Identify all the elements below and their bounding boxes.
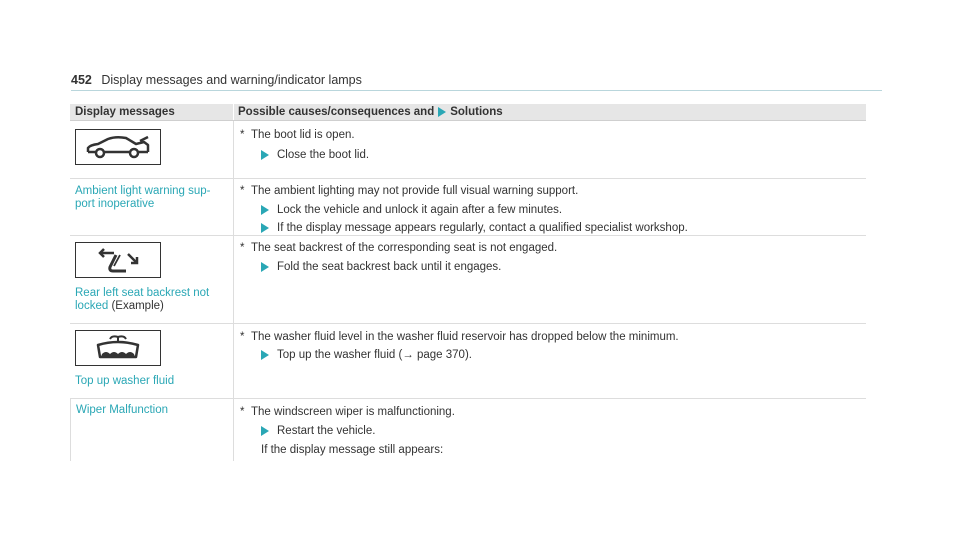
solution-text: Fold the seat backrest back until it engages.: [277, 261, 502, 273]
table-row: [70, 399, 866, 461]
solution-arrow-icon: [261, 205, 269, 215]
cause-text: The boot lid is open.: [251, 129, 355, 141]
table-row: [70, 236, 866, 324]
cause-text: The ambient lighting may not provide full visual warning support.: [251, 185, 579, 197]
cause-text: The washer fluid level in the washer fluid reservoir has dropped below the minimum.: [251, 331, 679, 343]
page-header: [71, 73, 362, 87]
page-title: Display messages and warning/indicator lamps: [101, 73, 362, 87]
display-messages-table: [70, 104, 866, 461]
message-washer-fluid: Top up washer fluid: [75, 375, 175, 387]
message-seat-backrest: Rear left seat backrest not locked (Example): [75, 287, 210, 312]
solution-text: Close the boot lid.: [277, 149, 370, 161]
washer-fluid-icon: [75, 330, 161, 366]
solution-arrow-icon: [261, 262, 269, 272]
bullet-star: *: [240, 331, 245, 343]
message-ambient-light: Ambient light warning sup- port inoperative: [75, 185, 211, 210]
bullet-star: *: [240, 242, 245, 254]
solution-text: Lock the vehicle and unlock it again after a few minutes.: [277, 204, 563, 216]
header-divider: [71, 90, 882, 91]
solution-arrow-icon: [261, 150, 269, 160]
solution-text: Top up the washer fluid (→ page 370).: [277, 349, 472, 361]
page-number: 452: [71, 73, 92, 87]
solution-arrow-icon: [438, 107, 446, 117]
seat-backrest-icon: [75, 242, 161, 278]
bullet-star: *: [240, 185, 245, 197]
table-row: [70, 179, 866, 236]
solution-arrow-icon: [261, 223, 269, 233]
table-row: [70, 324, 866, 399]
bullet-star: *: [240, 129, 245, 141]
table-header: [70, 104, 866, 121]
col-header-solutions-text: Solutions: [450, 106, 503, 118]
col-header-causes: [234, 104, 866, 120]
note-text: If the display message still appears:: [261, 444, 444, 456]
col-header-messages: Display messages: [70, 104, 234, 120]
message-wiper-malfunction: Wiper Malfunction: [76, 404, 169, 416]
solution-text: If the display message appears regularly, contact a qualified specialist workshop.: [277, 222, 688, 234]
solution-arrow-icon: [261, 426, 269, 436]
col-header-causes-text: Possible causes/consequences and: [238, 106, 435, 118]
solution-text: Restart the vehicle.: [277, 425, 376, 437]
car-boot-open-icon: [75, 129, 161, 165]
solution-arrow-icon: [261, 350, 269, 360]
cause-text: The windscreen wiper is malfunctioning.: [251, 406, 455, 418]
table-row: [70, 121, 866, 179]
cause-text: The seat backrest of the corresponding seat is not engaged.: [251, 242, 558, 254]
bullet-star: *: [240, 406, 245, 418]
